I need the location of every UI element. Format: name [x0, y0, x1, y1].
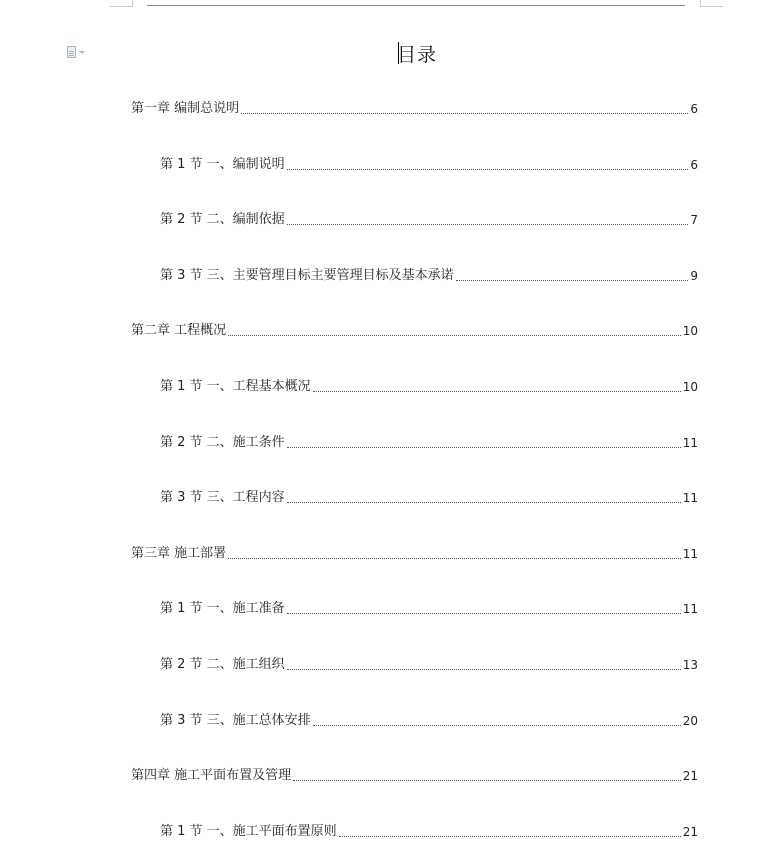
toc-dot-leader: [241, 113, 688, 114]
toc-chapter-entry[interactable]: [131, 322, 698, 340]
toc-section-entry[interactable]: [160, 600, 698, 618]
toc-chapter-entry[interactable]: [131, 545, 698, 563]
toc-entry-text: 第三章 施工部署: [131, 546, 227, 561]
toc-dot-leader: [228, 558, 681, 559]
toc-section-entry[interactable]: [160, 211, 698, 229]
toc-page-number: 6: [690, 102, 698, 116]
toc-chapter-entry[interactable]: [131, 100, 698, 118]
toc-entry-text: 第 1 节 一、工程基本概况: [160, 379, 311, 394]
toc-page-number: 11: [682, 547, 698, 561]
toc-entry-text: 第 3 节 三、施工总体安排: [160, 713, 311, 728]
toc-entry-text: 第 2 节 二、施工条件: [160, 435, 285, 450]
toc-page-number: 20: [682, 714, 698, 728]
toc-dot-leader: [287, 613, 681, 614]
toc-section-entry[interactable]: [160, 823, 698, 841]
toc-page-number: 13: [682, 658, 698, 672]
toc-dot-leader: [339, 836, 681, 837]
toc-page-number: 21: [682, 825, 698, 839]
toc-page-number: 10: [682, 324, 698, 338]
toc-entry-text: 第四章 施工平面布置及管理: [131, 768, 292, 783]
toc-dot-leader: [313, 391, 681, 392]
toc-section-entry[interactable]: [160, 378, 698, 396]
toc-title: 目录: [396, 44, 437, 66]
toc-page-number: 11: [682, 491, 698, 505]
toc-page-number: 9: [690, 269, 698, 283]
toc-dot-leader: [456, 280, 689, 281]
toc-dot-leader: [287, 502, 681, 503]
toc-entry-text: 第二章 工程概况: [131, 323, 227, 338]
header-rule: [147, 5, 685, 6]
toc-dot-leader: [293, 780, 681, 781]
toc-page-number: 11: [682, 602, 698, 616]
toc-entry-text: 第 2 节 二、施工组织: [160, 657, 285, 672]
toc-entry-text: 第 1 节 一、施工平面布置原则: [160, 824, 337, 839]
toc-dot-leader: [313, 725, 681, 726]
toc-dot-leader: [287, 169, 689, 170]
toc-section-entry[interactable]: [160, 489, 698, 507]
toc-section-entry[interactable]: [160, 434, 698, 452]
toc-dot-leader: [287, 224, 689, 225]
toc-page-number: 21: [682, 769, 698, 783]
page-corner-mark-left: [110, 0, 133, 7]
toc-page-number: 10: [682, 380, 698, 394]
toc-section-entry[interactable]: [160, 712, 698, 730]
toc-chapter-entry[interactable]: [131, 767, 698, 785]
toc-entry-text: 第 1 节 一、编制说明: [160, 157, 285, 172]
toc-entry-text: 第 2 节 二、编制依据: [160, 212, 285, 227]
toc-page-number: 6: [690, 158, 698, 172]
toc-entry-text: 第一章 编制总说明: [131, 101, 240, 116]
toc-dot-leader: [287, 447, 681, 448]
toc-dot-leader: [287, 669, 681, 670]
toc-dot-leader: [228, 335, 681, 336]
page-corner-mark-right: [700, 0, 723, 7]
toc-entry-text: 第 3 节 三、工程内容: [160, 490, 285, 505]
toc-section-entry[interactable]: [160, 156, 698, 174]
toc-section-entry[interactable]: [160, 267, 698, 285]
toc-page-number: 11: [682, 436, 698, 450]
toc-section-entry[interactable]: [160, 656, 698, 674]
toc-entry-text: 第 3 节 三、主要管理目标主要管理目标及基本承诺: [160, 268, 454, 283]
toc-page-number: 7: [690, 213, 698, 227]
toc-entry-text: 第 1 节 一、施工准备: [160, 601, 285, 616]
